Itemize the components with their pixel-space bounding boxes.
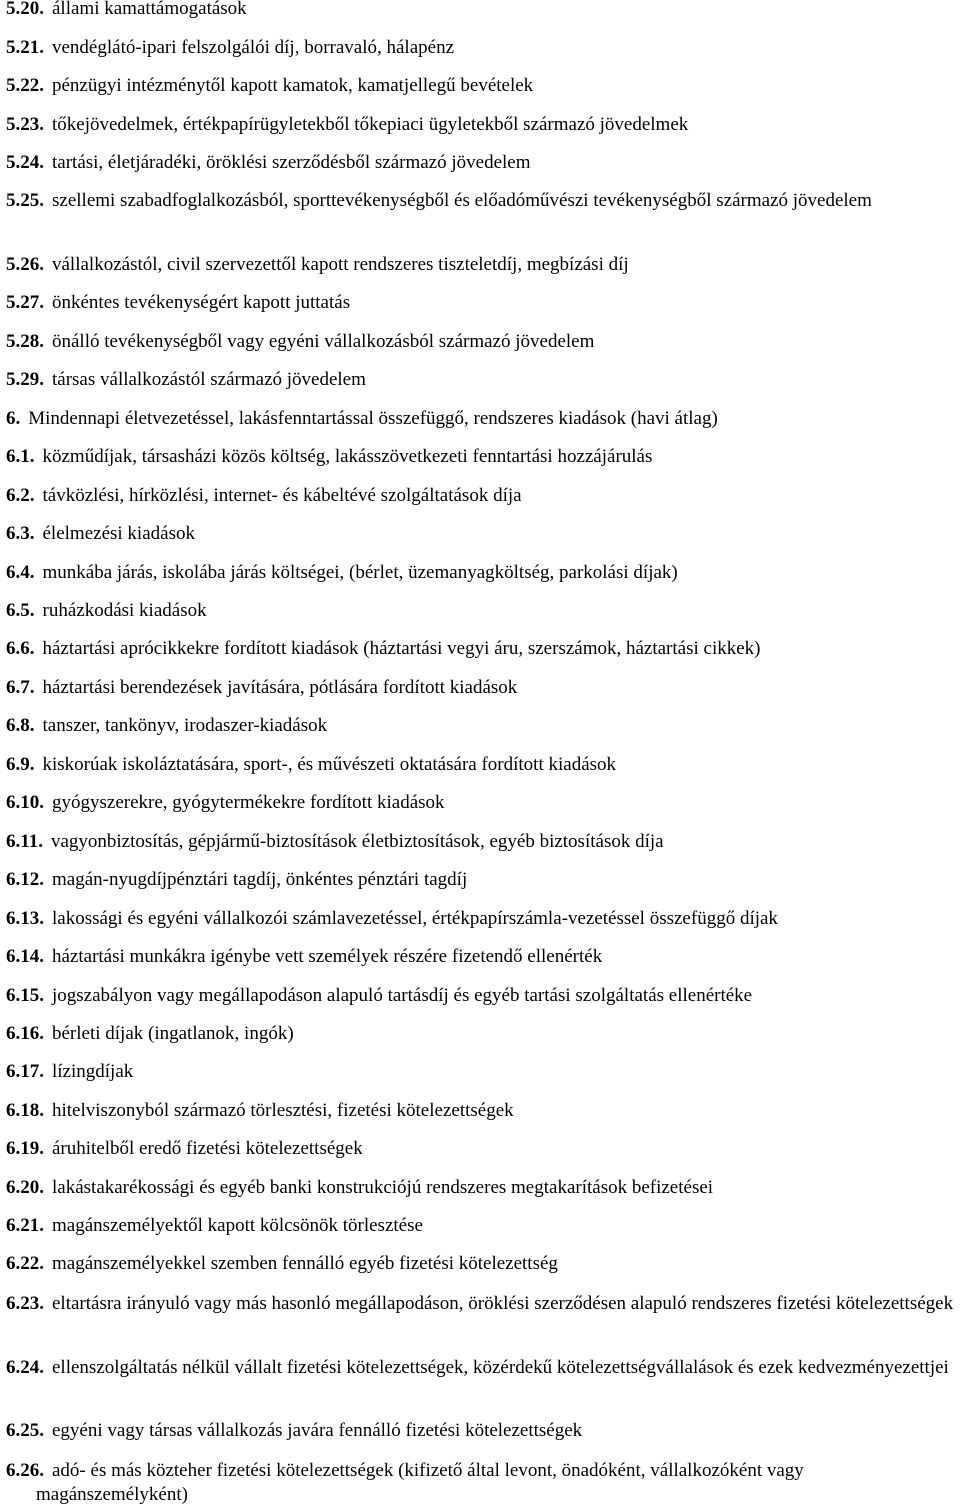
item-text: vállalkozástól, civil szervezettől kapott rendszeres tiszteletdíj, megbízási díj [52,254,629,275]
item-number: 6.22. [6,1253,44,1274]
item-number: 6.1. [6,446,35,467]
item-number: 5.22. [6,75,44,96]
item-text: vagyonbiztosítás, gépjármű-biztosítások életbiztosítások, egyéb biztosítások díja [50,831,664,852]
item-number: 6.14. [6,946,44,967]
item-text: eltartásra irányuló vagy más hasonló megállapodáson, öröklési szerződésen alapuló rendszeres fizetési kötelezettségek [52,1293,954,1314]
item-number: 6.12. [6,869,44,890]
item-text: lakossági és egyéni vállalkozói számlavezetéssel, értékpapírszámla-vezetéssel összefüggő díjak [52,908,778,929]
item-text: ellenszolgáltatás nélkül vállalt fizetési kötelezettségek, közérdekű kötelezettségvállalások és ezek kedvezményezettjei [52,1357,949,1378]
list-item [6,1022,958,1046]
list-item [6,599,958,623]
item-number: 6.8. [6,715,35,736]
list-item [6,676,958,700]
item-number: 5.29. [6,369,44,390]
list-item [6,1292,958,1316]
list-item [6,1099,958,1123]
item-text: tőkejövedelmek, értékpapírügyletekből tőkepiaci ügyletekből származó jövedelmek [52,114,689,135]
item-number: 6.18. [6,1100,44,1121]
item-number: 5.27. [6,292,44,313]
list-item [6,1419,958,1443]
list-item [6,36,958,60]
item-number: 5.20. [6,0,44,19]
item-text: magánszemélyektől kapott kölcsönök törlesztése [52,1215,423,1236]
item-number: 6.11. [6,831,43,852]
list-item [6,714,958,738]
item-text: élelmezési kiadások [42,523,195,544]
list-item [6,253,958,277]
item-text: közműdíjak, társasházi közös költség, lakásszövetkezeti fenntartási hozzájárulás [42,446,653,467]
list-item [6,561,958,585]
item-number: 5.26. [6,254,44,275]
item-number: 6.13. [6,908,44,929]
item-text: társas vállalkozástól származó jövedelem [52,369,366,390]
item-text: háztartási berendezések javítására, pótlására fordított kiadások [42,677,518,698]
list-item [6,151,958,175]
item-number: 6.20. [6,1177,44,1198]
item-number: 6.26. [6,1460,44,1481]
item-number: 6.2. [6,485,35,506]
list-item [6,1060,958,1084]
list-item [6,753,958,777]
item-text: gyógyszerekre, gyógytermékekre fordított kiadások [52,792,445,813]
item-number: 6.10. [6,792,44,813]
item-text: háztartási aprócikkekre fordított kiadások (háztartási vegyi áru, szerszámok, háztartási cikkek) [42,638,761,659]
item-number: 5.25. [6,190,44,211]
item-number: 6.17. [6,1061,44,1082]
item-text: tartási, életjáradéki, öröklési szerződésből származó jövedelem [52,152,531,173]
item-number: 6.23. [6,1293,44,1314]
item-text: pénzügyi intézménytől kapott kamatok, kamatjellegű bevételek [52,75,534,96]
item-number: 6.21. [6,1215,44,1236]
list-item [6,291,958,315]
list-item [6,189,958,213]
item-number: 5.24. [6,152,44,173]
item-text: szellemi szabadfoglalkozásból, sporttevékenységből és előadóművészi tevékenységből származó jövedelem [52,190,872,211]
item-text: kiskorúak iskoláztatására, sport-, és művészeti oktatására fordított kiadások [42,754,617,775]
item-number: 6.5. [6,600,35,621]
item-text: jogszabályon vagy megállapodáson alapuló tartásdíj és egyéb tartási szolgáltatás ellenértéke [52,985,753,1006]
list-item [6,907,958,931]
list-item [6,1252,958,1276]
item-number: 6.6. [6,638,35,659]
item-number: 6.4. [6,562,35,583]
item-text: lakástakarékossági és egyéb banki konstrukciójú rendszeres megtakarítások befizetései [52,1177,714,1198]
list-item [6,445,958,469]
item-text: Mindennapi életvezetéssel, lakásfenntartással összefüggő, rendszeres kiadások (havi átlag) [28,408,718,429]
item-number: 6.24. [6,1357,44,1378]
item-text: egyéni vagy társas vállalkozás javára fennálló fizetési kötelezettségek [52,1420,583,1441]
list-item [6,330,958,354]
item-number: 6.7. [6,677,35,698]
item-number: 6.15. [6,985,44,1006]
item-text: munkába járás, iskolába járás költségei, (bérlet, üzemanyagköltség, parkolási díjak) [42,562,678,583]
item-text: állami kamattámogatások [52,0,247,19]
item-number: 5.21. [6,37,44,58]
item-text: önkéntes tevékenységért kapott juttatás [52,292,351,313]
item-number: 6.25. [6,1420,44,1441]
list-item [6,0,958,21]
item-text: távközlési, hírközlési, internet- és kábeltévé szolgáltatások díja [42,485,522,506]
item-number: 6. [6,408,21,429]
item-number: 6.3. [6,523,35,544]
item-number: 6.19. [6,1138,44,1159]
list-item [6,637,958,661]
item-text: magán-nyugdíjpénztári tagdíj, önkéntes pénztári tagdíj [52,869,468,890]
item-text: lízingdíjak [52,1061,134,1082]
item-text: ruházkodási kiadások [42,600,207,621]
item-number: 5.28. [6,331,44,352]
list-item [6,368,958,392]
item-text: bérleti díjak (ingatlanok, ingók) [52,1023,294,1044]
list-item [6,945,958,969]
item-text: magánszemélyekkel szemben fennálló egyéb fizetési kötelezettség [52,1253,558,1274]
item-text: hitelviszonyból származó törlesztési, fizetési kötelezettségek [52,1100,514,1121]
item-number: 6.16. [6,1023,44,1044]
item-text: tanszer, tankönyv, irodaszer-kiadások [42,715,328,736]
list-item [6,1356,958,1380]
list-item [6,484,958,508]
item-text: adó- és más közteher fizetési kötelezettségek (kifizető által levont, önadóként, vállalkozóként vagy magánszemélyként) [36,1460,804,1505]
list-item [6,868,958,892]
list-item [6,1214,958,1238]
item-number: 5.23. [6,114,44,135]
list-item [6,522,958,546]
list-item [6,791,958,815]
list-item [6,830,958,854]
list-item [6,984,958,1008]
list-item [6,1137,958,1161]
item-number: 6.9. [6,754,35,775]
list-item [6,1459,958,1507]
item-text: áruhitelből eredő fizetési kötelezettségek [52,1138,363,1159]
item-text: vendéglátó-ipari felszolgálói díj, borravaló, hálapénz [52,37,455,58]
section-heading [6,407,958,431]
item-text: háztartási munkákra igénybe vett személyek részére fizetendő ellenérték [52,946,603,967]
list-item [6,113,958,137]
item-text: önálló tevékenységből vagy egyéni vállalkozásból származó jövedelem [52,331,595,352]
list-item [6,74,958,98]
list-item [6,1176,958,1200]
